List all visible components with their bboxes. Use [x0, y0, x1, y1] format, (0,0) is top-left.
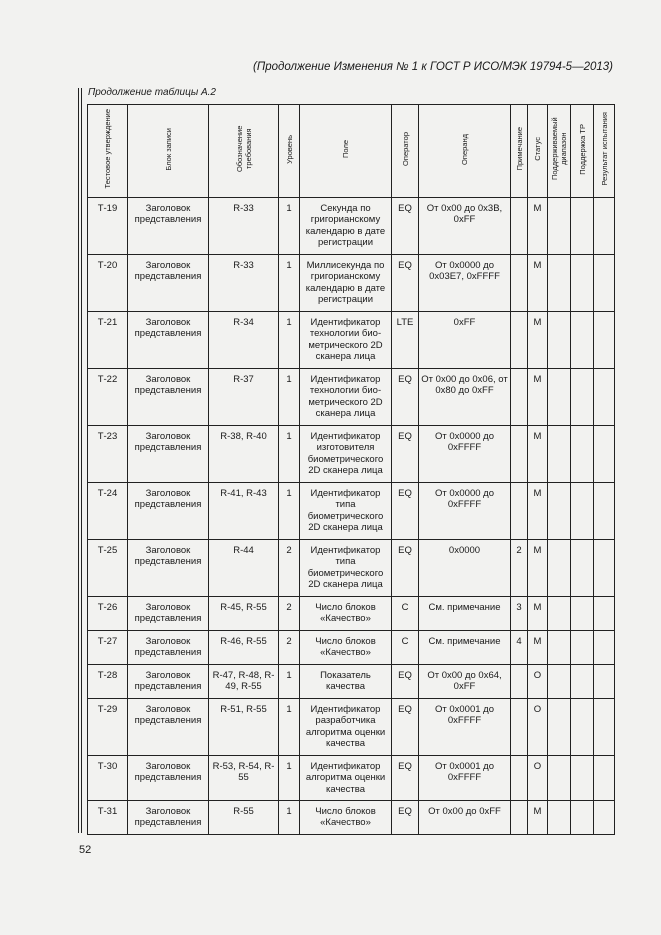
- cell-req: R-45, R-55: [209, 596, 279, 630]
- column-header: [511, 105, 528, 198]
- cell-id: Т-27: [88, 630, 128, 664]
- cell-field: Миллисекунда по григорианскому календарю в дате регистрации: [300, 254, 392, 311]
- cell-id: Т-26: [88, 596, 128, 630]
- cell-field: Идентификатор типа биометрического 2D сканера лица: [300, 539, 392, 596]
- cell-empty: [594, 800, 615, 834]
- page-header: (Продолжение Изменения № 1 к ГОСТ Р ИСО/МЭК 19794-5—2013): [253, 61, 613, 73]
- cell-id: Т-30: [88, 755, 128, 800]
- cell-status: M: [528, 197, 548, 254]
- cell-level: 1: [279, 755, 300, 800]
- cell-status: M: [528, 596, 548, 630]
- cell-op: LTE: [392, 311, 419, 368]
- cell-operand: От 0x00 до 0x64, 0xFF: [419, 664, 511, 698]
- revision-bar: [78, 88, 79, 833]
- cell-status: M: [528, 311, 548, 368]
- cell-empty: [571, 254, 594, 311]
- cell-status: M: [528, 425, 548, 482]
- cell-field: Идентификатор разработчика алгоритма оценки качества: [300, 698, 392, 755]
- cell-req: R-37: [209, 368, 279, 425]
- table-row: [88, 482, 615, 539]
- cell-empty: [571, 596, 594, 630]
- cell-empty: [594, 664, 615, 698]
- cell-operand: От 0x00 до 0xFF: [419, 800, 511, 834]
- cell-id: Т-23: [88, 425, 128, 482]
- cell-level: 1: [279, 664, 300, 698]
- cell-level: 1: [279, 800, 300, 834]
- cell-level: 1: [279, 368, 300, 425]
- cell-status: O: [528, 755, 548, 800]
- cell-field: Секунда по григорианскому календарю в дате регистрации: [300, 197, 392, 254]
- cell-empty: [548, 482, 571, 539]
- column-header-label: Статус: [533, 137, 542, 161]
- cell-operand: От 0x0000 до 0x03E7, 0xFFFF: [419, 254, 511, 311]
- cell-operand: От 0x0001 до 0xFFFF: [419, 698, 511, 755]
- cell-operand: От 0x00 до 0x06, от 0x80 до 0xFF: [419, 368, 511, 425]
- cell-empty: [548, 698, 571, 755]
- cell-block: Заголовок представления: [128, 254, 209, 311]
- cell-field: Число блоков «Качество»: [300, 596, 392, 630]
- requirements-table: [87, 104, 615, 835]
- cell-block: Заголовок представления: [128, 197, 209, 254]
- cell-id: Т-31: [88, 800, 128, 834]
- column-header: [528, 105, 548, 198]
- cell-operand: От 0x00 до 0x3B, 0xFF: [419, 197, 511, 254]
- cell-operand: 0x0000: [419, 539, 511, 596]
- cell-id: Т-21: [88, 311, 128, 368]
- table-row: [88, 755, 615, 800]
- cell-empty: [594, 630, 615, 664]
- cell-req: R-33: [209, 197, 279, 254]
- cell-empty: [548, 539, 571, 596]
- cell-field: Идентификатор технологии био-метрического 2D сканера лица: [300, 311, 392, 368]
- cell-note: [511, 197, 528, 254]
- cell-empty: [548, 197, 571, 254]
- cell-status: M: [528, 368, 548, 425]
- cell-empty: [594, 368, 615, 425]
- table-row: [88, 197, 615, 254]
- cell-op: EQ: [392, 800, 419, 834]
- cell-block: Заголовок представления: [128, 630, 209, 664]
- cell-operand: См. примечание: [419, 630, 511, 664]
- column-header: [88, 105, 128, 198]
- column-header: [279, 105, 300, 198]
- column-header-label: Поле: [341, 140, 350, 158]
- cell-empty: [594, 698, 615, 755]
- cell-empty: [594, 539, 615, 596]
- column-header-label: Поддержка ТР: [577, 123, 587, 175]
- revision-bar-2: [81, 88, 82, 833]
- cell-op: C: [392, 596, 419, 630]
- cell-operand: 0xFF: [419, 311, 511, 368]
- cell-empty: [571, 368, 594, 425]
- cell-status: M: [528, 630, 548, 664]
- table-row: [88, 800, 615, 834]
- cell-req: R-33: [209, 254, 279, 311]
- cell-empty: [571, 800, 594, 834]
- column-header: [419, 105, 511, 198]
- cell-note: [511, 800, 528, 834]
- cell-level: 1: [279, 482, 300, 539]
- table-caption: Продолжение таблицы А.2: [88, 87, 216, 98]
- cell-level: 2: [279, 539, 300, 596]
- cell-note: [511, 698, 528, 755]
- cell-op: EQ: [392, 755, 419, 800]
- page-number: 52: [79, 844, 92, 856]
- cell-status: O: [528, 664, 548, 698]
- cell-op: EQ: [392, 368, 419, 425]
- cell-id: Т-19: [88, 197, 128, 254]
- table-row: [88, 698, 615, 755]
- table-row: [88, 425, 615, 482]
- cell-empty: [548, 254, 571, 311]
- cell-field: Идентификатор алгоритма оценки качества: [300, 755, 392, 800]
- cell-empty: [571, 698, 594, 755]
- cell-level: 1: [279, 311, 300, 368]
- cell-level: 2: [279, 630, 300, 664]
- cell-operand: См. примечание: [419, 596, 511, 630]
- cell-note: 4: [511, 630, 528, 664]
- cell-empty: [571, 539, 594, 596]
- column-header-label: Примечание: [514, 127, 524, 171]
- cell-id: Т-29: [88, 698, 128, 755]
- cell-status: M: [528, 254, 548, 311]
- cell-req: R-41, R-43: [209, 482, 279, 539]
- table-body: [88, 197, 615, 834]
- column-header: [548, 105, 571, 198]
- cell-level: 1: [279, 425, 300, 482]
- cell-note: [511, 482, 528, 539]
- column-header-label: Поддерживаемый диапазон: [550, 117, 568, 181]
- cell-empty: [594, 197, 615, 254]
- table-header-row: [88, 105, 615, 198]
- cell-empty: [594, 596, 615, 630]
- cell-op: EQ: [392, 664, 419, 698]
- cell-note: 3: [511, 596, 528, 630]
- cell-empty: [571, 311, 594, 368]
- column-header: [392, 105, 419, 198]
- column-header-label: Оператор: [400, 132, 410, 166]
- cell-operand: От 0x0000 до 0xFFFF: [419, 482, 511, 539]
- table-row: [88, 630, 615, 664]
- cell-status: M: [528, 539, 548, 596]
- column-header: [594, 105, 615, 198]
- cell-empty: [594, 482, 615, 539]
- cell-op: EQ: [392, 254, 419, 311]
- column-header: [128, 105, 209, 198]
- column-header: [209, 105, 279, 198]
- cell-req: R-55: [209, 800, 279, 834]
- cell-block: Заголовок представления: [128, 596, 209, 630]
- cell-empty: [571, 755, 594, 800]
- table-row: [88, 254, 615, 311]
- column-header-label: Уровень: [284, 134, 294, 164]
- column-header-label: Операнд: [460, 133, 469, 165]
- cell-field: Идентификатор изготовителя биометрического 2D сканера лица: [300, 425, 392, 482]
- cell-field: Идентификатор технологии био-метрического 2D сканера лица: [300, 368, 392, 425]
- cell-id: Т-24: [88, 482, 128, 539]
- cell-id: Т-25: [88, 539, 128, 596]
- cell-empty: [548, 425, 571, 482]
- cell-op: EQ: [392, 539, 419, 596]
- cell-field: Идентификатор типа биометрического 2D сканера лица: [300, 482, 392, 539]
- cell-note: [511, 425, 528, 482]
- cell-note: [511, 254, 528, 311]
- cell-level: 1: [279, 254, 300, 311]
- cell-empty: [594, 254, 615, 311]
- cell-empty: [548, 596, 571, 630]
- cell-req: R-34: [209, 311, 279, 368]
- cell-block: Заголовок представления: [128, 755, 209, 800]
- cell-block: Заголовок представления: [128, 539, 209, 596]
- cell-note: [511, 755, 528, 800]
- cell-op: EQ: [392, 197, 419, 254]
- column-header-label: Тестовое утверждение: [103, 109, 112, 189]
- table-row: [88, 539, 615, 596]
- cell-status: M: [528, 482, 548, 539]
- cell-block: Заголовок представления: [128, 664, 209, 698]
- cell-note: 2: [511, 539, 528, 596]
- cell-req: R-53, R-54, R-55: [209, 755, 279, 800]
- cell-op: EQ: [392, 482, 419, 539]
- cell-empty: [548, 755, 571, 800]
- cell-field: Число блоков «Качество»: [300, 630, 392, 664]
- column-header: [300, 105, 392, 198]
- table-row: [88, 596, 615, 630]
- cell-empty: [594, 425, 615, 482]
- cell-empty: [548, 311, 571, 368]
- cell-empty: [571, 425, 594, 482]
- cell-level: 1: [279, 698, 300, 755]
- cell-id: Т-28: [88, 664, 128, 698]
- cell-level: 1: [279, 197, 300, 254]
- cell-note: [511, 664, 528, 698]
- cell-id: Т-20: [88, 254, 128, 311]
- table-row: [88, 311, 615, 368]
- cell-block: Заголовок представления: [128, 698, 209, 755]
- table-row: [88, 368, 615, 425]
- cell-empty: [594, 755, 615, 800]
- cell-empty: [548, 368, 571, 425]
- cell-operand: От 0x0000 до 0xFFFF: [419, 425, 511, 482]
- cell-empty: [548, 630, 571, 664]
- cell-field: Показатель качества: [300, 664, 392, 698]
- cell-empty: [548, 800, 571, 834]
- cell-status: M: [528, 800, 548, 834]
- cell-empty: [571, 664, 594, 698]
- cell-empty: [571, 630, 594, 664]
- cell-empty: [571, 482, 594, 539]
- cell-req: R-38, R-40: [209, 425, 279, 482]
- cell-block: Заголовок представления: [128, 368, 209, 425]
- cell-block: Заголовок представления: [128, 311, 209, 368]
- cell-req: R-46, R-55: [209, 630, 279, 664]
- column-header-label: Обозначение требования: [234, 125, 253, 173]
- cell-id: Т-22: [88, 368, 128, 425]
- column-header-label: Результат испытания: [599, 112, 609, 186]
- cell-op: EQ: [392, 425, 419, 482]
- cell-empty: [548, 664, 571, 698]
- cell-empty: [571, 197, 594, 254]
- cell-operand: От 0x0001 до 0xFFFF: [419, 755, 511, 800]
- cell-status: O: [528, 698, 548, 755]
- cell-op: C: [392, 630, 419, 664]
- cell-req: R-47, R-48, R-49, R-55: [209, 664, 279, 698]
- column-header-label: Блок записи: [163, 127, 173, 171]
- cell-block: Заголовок представления: [128, 482, 209, 539]
- cell-req: R-44: [209, 539, 279, 596]
- table-row: [88, 664, 615, 698]
- cell-note: [511, 311, 528, 368]
- cell-block: Заголовок представления: [128, 800, 209, 834]
- cell-empty: [594, 311, 615, 368]
- cell-op: EQ: [392, 698, 419, 755]
- cell-block: Заголовок представления: [128, 425, 209, 482]
- cell-level: 2: [279, 596, 300, 630]
- column-header: [571, 105, 594, 198]
- cell-field: Число блоков «Качество»: [300, 800, 392, 834]
- cell-note: [511, 368, 528, 425]
- cell-req: R-51, R-55: [209, 698, 279, 755]
